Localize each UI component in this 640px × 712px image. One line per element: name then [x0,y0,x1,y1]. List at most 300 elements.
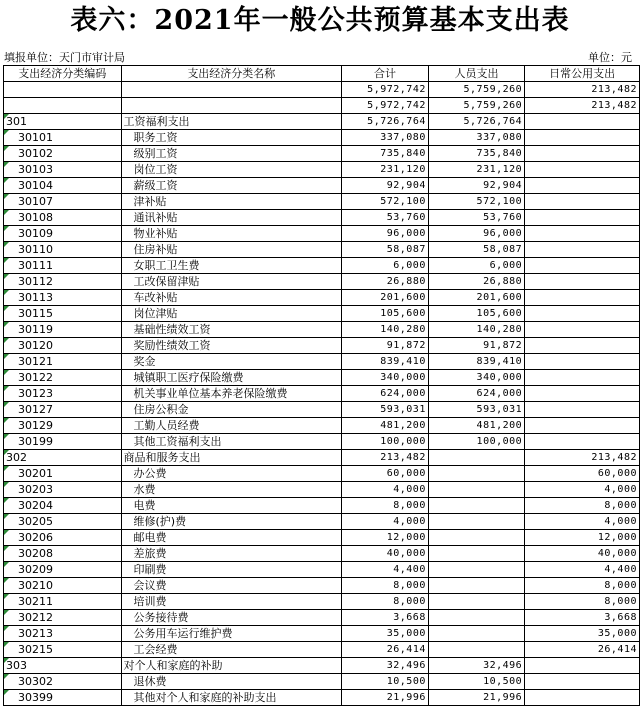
cell-public [525,146,640,162]
cell-name [121,498,342,514]
cell-name [121,402,342,418]
cell-name-text: 公务用车运行维护费 [133,627,233,640]
cell-personnel [428,82,524,98]
report-meta [0,50,640,66]
cell-code [4,674,122,690]
cell-code-text: 30115 [18,307,53,320]
table-row [4,226,640,242]
cell-personnel [428,418,524,434]
cell-personnel [428,402,524,418]
cell-total-text: 10,500 [386,676,426,687]
table-row [4,610,640,626]
table-row [4,322,640,338]
cell-public [525,386,640,402]
cell-marker-icon [4,402,9,407]
cell-public [525,578,640,594]
cell-total-text: 593,031 [380,404,426,415]
cell-name [121,450,342,466]
cell-marker-icon [4,562,9,567]
cell-name [121,98,342,114]
cell-name [121,658,342,674]
table-row [4,642,640,658]
cell-personnel [428,562,524,578]
cell-total [342,146,429,162]
cell-personnel-text: 21,996 [483,692,523,703]
cell-total-text: 140,280 [380,324,426,335]
cell-total-text: 5,972,742 [367,84,426,95]
cell-public-text: 4,000 [604,484,637,495]
cell-code-text: 30210 [18,579,53,592]
cell-name [121,626,342,642]
cell-code-text: 30399 [18,691,53,704]
cell-marker-icon [4,210,9,215]
cell-code [4,578,122,594]
cell-code-text: 30127 [18,403,53,416]
cell-total-text: 35,000 [386,628,426,639]
cell-name [121,514,342,530]
cell-public-text: 12,000 [597,532,637,543]
cell-name-text: 公务接待费 [133,611,189,624]
cell-personnel [428,226,524,242]
cell-name [121,210,342,226]
cell-personnel [428,242,524,258]
table-row [4,434,640,450]
cell-name [121,370,342,386]
cell-personnel [428,306,524,322]
cell-code-text: 30103 [18,163,53,176]
cell-name [121,562,342,578]
table-row [4,178,640,194]
cell-marker-icon [4,226,9,231]
table-row [4,162,640,178]
cell-name [121,114,342,130]
cell-personnel [428,146,524,162]
cell-code [4,370,122,386]
cell-total [342,690,429,706]
cell-code-text: 30112 [18,275,53,288]
cell-name [121,226,342,242]
table-row [4,274,640,290]
cell-public [525,450,640,466]
cell-code [4,482,122,498]
cell-public [525,242,640,258]
cell-marker-icon [4,322,9,327]
cell-total [342,530,429,546]
cell-total-text: 58,087 [386,244,426,255]
cell-marker-icon [4,626,9,631]
cell-code-text: 30203 [18,483,53,496]
cell-code-text: 30109 [18,227,53,240]
cell-marker-icon [4,306,9,311]
cell-code [4,306,122,322]
cell-personnel-text: 26,880 [483,276,523,287]
cell-marker-icon [4,594,9,599]
cell-personnel [428,626,524,642]
cell-code-text: 30122 [18,371,53,384]
cell-total [342,290,429,306]
cell-code [4,258,122,274]
cell-personnel-text: 340,000 [476,372,523,383]
table-row [4,594,640,610]
cell-total-text: 12,000 [386,532,426,543]
cell-code-text: 30123 [18,387,53,400]
cell-public [525,178,640,194]
cell-public [525,130,640,146]
cell-total [342,498,429,514]
cell-code-text: 30206 [18,531,53,544]
cell-public-text: 3,668 [604,612,637,623]
header-code: 支出经济分类编码 [4,66,122,82]
cell-name [121,418,342,434]
cell-marker-icon [4,546,9,551]
cell-total [342,338,429,354]
cell-personnel [428,114,524,130]
cell-personnel-text: 100,000 [476,436,523,447]
table-row [4,418,640,434]
cell-total-text: 92,904 [386,180,426,191]
cell-name [121,578,342,594]
cell-personnel [428,690,524,706]
cell-code-text: 30107 [18,195,53,208]
cell-code [4,194,122,210]
cell-marker-icon [4,130,9,135]
cell-name [121,338,342,354]
cell-personnel-text: 32,496 [483,660,523,671]
cell-total-text: 105,600 [380,308,426,319]
reporting-unit: 填报单位：天门市审计局 [4,51,125,64]
cell-public [525,194,640,210]
cell-total-text: 21,996 [386,692,426,703]
cell-total [342,418,429,434]
table-row [4,306,640,322]
cell-code [4,402,122,418]
cell-personnel-text: 5,759,260 [463,84,523,95]
cell-personnel [428,466,524,482]
table-row [4,546,640,562]
cell-total-text: 624,000 [380,388,426,399]
cell-name-text: 办公费 [133,467,167,480]
cell-public-text: 213,482 [591,452,637,463]
cell-name-text: 岗位津贴 [133,307,178,320]
cell-personnel-text: 337,080 [476,132,523,143]
cell-personnel [428,450,524,466]
cell-total-text: 4,400 [393,564,426,575]
table-row [4,370,640,386]
cell-personnel [428,610,524,626]
cell-total-text: 5,726,764 [367,116,426,127]
cell-name [121,130,342,146]
cell-personnel-text: 140,280 [476,324,523,335]
table-row [4,290,640,306]
cell-total-text: 213,482 [380,452,426,463]
cell-total [342,546,429,562]
cell-marker-icon [4,498,9,503]
cell-personnel [428,274,524,290]
cell-marker-icon [4,370,9,375]
cell-name [121,546,342,562]
cell-code [4,610,122,626]
cell-name-text: 奖金 [133,355,156,368]
cell-public [525,162,640,178]
cell-personnel-text: 839,410 [476,356,523,367]
cell-personnel [428,322,524,338]
cell-name [121,290,342,306]
cell-total [342,114,429,130]
cell-public [525,434,640,450]
cell-code [4,514,122,530]
cell-public [525,338,640,354]
cell-code [4,98,122,114]
cell-total-text: 40,000 [386,548,426,559]
cell-marker-icon [4,146,9,151]
cell-code-text: 30212 [18,611,53,624]
cell-total [342,130,429,146]
cell-name-text: 维修(护)费 [133,515,187,528]
cell-personnel-text: 624,000 [476,388,523,399]
page-title: 表六：2021年一般公共预算基本支出表 [70,5,570,36]
cell-name [121,642,342,658]
header-name: 支出经济分类名称 [121,66,342,82]
cell-personnel-text: 5,759,260 [463,100,523,111]
cell-name-text: 职务工资 [133,131,178,144]
cell-marker-icon [4,658,9,663]
cell-code-text: 30205 [18,515,53,528]
table-row [4,626,640,642]
cell-marker-icon [4,674,9,679]
cell-public [525,418,640,434]
table-row [4,114,640,130]
cell-name [121,594,342,610]
cell-total [342,450,429,466]
cell-name-text: 通讯补贴 [133,211,178,224]
cell-total [342,306,429,322]
cell-code-text: 30208 [18,547,53,560]
cell-public [525,514,640,530]
cell-public [525,258,640,274]
cell-code [4,114,122,130]
table-row [4,690,640,706]
cell-total [342,658,429,674]
cell-personnel [428,162,524,178]
cell-code [4,626,122,642]
cell-public [525,290,640,306]
cell-marker-icon [4,530,9,535]
cell-name-text: 基础性绩效工资 [133,323,211,336]
cell-code-text: 30209 [18,563,53,576]
cell-code [4,434,122,450]
cell-name-text: 住房公积金 [133,403,189,416]
cell-personnel [428,98,524,114]
cell-public [525,690,640,706]
cell-marker-icon [4,178,9,183]
cell-marker-icon [4,338,9,343]
cell-total-text: 8,000 [393,580,426,591]
cell-marker-icon [4,290,9,295]
table-row [4,82,640,98]
cell-code-text: 30129 [18,419,53,432]
cell-total-text: 91,872 [386,340,426,351]
cell-name-text: 会议费 [133,579,167,592]
table-row [4,402,640,418]
cell-marker-icon [4,642,9,647]
cell-public [525,306,640,322]
cell-code-text: 30120 [18,339,53,352]
cell-code [4,162,122,178]
cell-total [342,226,429,242]
cell-total [342,642,429,658]
cell-code [4,210,122,226]
cell-personnel-text: 5,726,764 [463,116,523,127]
cell-total [342,194,429,210]
table-row [4,658,640,674]
cell-code-text: 30302 [18,675,53,688]
cell-personnel [428,258,524,274]
cell-total [342,434,429,450]
cell-personnel [428,386,524,402]
cell-personnel-text: 572,100 [476,196,523,207]
cell-name [121,306,342,322]
table-row [4,562,640,578]
cell-public-text: 8,000 [604,500,637,511]
cell-name-text: 电费 [133,499,156,512]
cell-public [525,354,640,370]
table-row [4,130,640,146]
cell-personnel-text: 91,872 [483,340,523,351]
table-body [4,82,640,706]
cell-personnel-text: 593,031 [476,404,523,415]
cell-total [342,402,429,418]
cell-name [121,674,342,690]
cell-total [342,370,429,386]
cell-total-text: 231,120 [380,164,426,175]
cell-name [121,434,342,450]
cell-personnel-text: 92,904 [483,180,523,191]
cell-name-text: 车改补贴 [133,291,178,304]
cell-name-text: 城镇职工医疗保险缴费 [133,371,244,384]
table-row [4,498,640,514]
table-row [4,146,640,162]
cell-code [4,242,122,258]
cell-code [4,146,122,162]
cell-marker-icon [4,114,9,119]
cell-code [4,226,122,242]
cell-total [342,242,429,258]
cell-personnel [428,658,524,674]
cell-personnel [428,210,524,226]
cell-marker-icon [4,482,9,487]
cell-total-text: 839,410 [380,356,426,367]
cell-public [525,322,640,338]
cell-name-text: 工会经费 [133,643,178,656]
cell-code-text: 30201 [18,467,53,480]
cell-name-text: 邮电费 [133,531,167,544]
cell-personnel-text: 96,000 [483,228,523,239]
cell-public-text: 4,400 [604,564,637,575]
cell-name-text: 培训费 [133,595,167,608]
cell-public [525,482,640,498]
cell-code-text: 303 [6,659,27,672]
cell-total-text: 337,080 [380,132,426,143]
cell-total-text: 26,414 [386,644,426,655]
cell-name-text: 津补贴 [133,195,167,208]
cell-total-text: 26,880 [386,276,426,287]
cell-public [525,642,640,658]
cell-code [4,562,122,578]
cell-marker-icon [4,434,9,439]
cell-name [121,482,342,498]
cell-total [342,178,429,194]
cell-name [121,274,342,290]
cell-marker-icon [4,610,9,615]
cell-total [342,466,429,482]
cell-marker-icon [4,418,9,423]
cell-total [342,594,429,610]
cell-total-text: 572,100 [380,196,426,207]
cell-personnel [428,546,524,562]
cell-total-text: 32,496 [386,660,426,671]
cell-public [525,546,640,562]
table-row [4,354,640,370]
cell-personnel [428,130,524,146]
cell-marker-icon [4,258,9,263]
cell-public-text: 26,414 [597,644,637,655]
cell-marker-icon [4,274,9,279]
cell-total-text: 8,000 [393,500,426,511]
table-row [4,258,640,274]
cell-public [525,594,640,610]
cell-public-text: 60,000 [597,468,637,479]
cell-public [525,226,640,242]
cell-name-text: 其他工资福利支出 [133,435,222,448]
cell-name-text: 印刷费 [133,563,167,576]
cell-marker-icon [4,162,9,167]
cell-total [342,674,429,690]
cell-total-text: 340,000 [380,372,426,383]
cell-code-text: 30213 [18,627,53,640]
cell-name [121,610,342,626]
cell-public [525,402,640,418]
table-row [4,450,640,466]
cell-public [525,466,640,482]
cell-public [525,658,640,674]
cell-code [4,642,122,658]
cell-total [342,274,429,290]
cell-code-text: 30121 [18,355,53,368]
cell-personnel [428,594,524,610]
cell-name [121,466,342,482]
cell-public [525,210,640,226]
cell-public [525,498,640,514]
cell-total-text: 96,000 [386,228,426,239]
cell-public-text: 35,000 [597,628,637,639]
table-row [4,98,640,114]
cell-marker-icon [4,450,9,455]
cell-public-text: 213,482 [591,84,637,95]
cell-total-text: 4,000 [393,516,426,527]
cell-code [4,418,122,434]
cell-code [4,594,122,610]
cell-code [4,274,122,290]
cell-personnel-text: 10,500 [483,676,523,687]
cell-total-text: 60,000 [386,468,426,479]
cell-total-text: 201,600 [380,292,426,303]
cell-code [4,82,122,98]
cell-total [342,354,429,370]
table-row [4,338,640,354]
cell-name-text: 物业补贴 [133,227,178,240]
cell-personnel-text: 6,000 [489,260,523,271]
cell-total-text: 8,000 [393,596,426,607]
